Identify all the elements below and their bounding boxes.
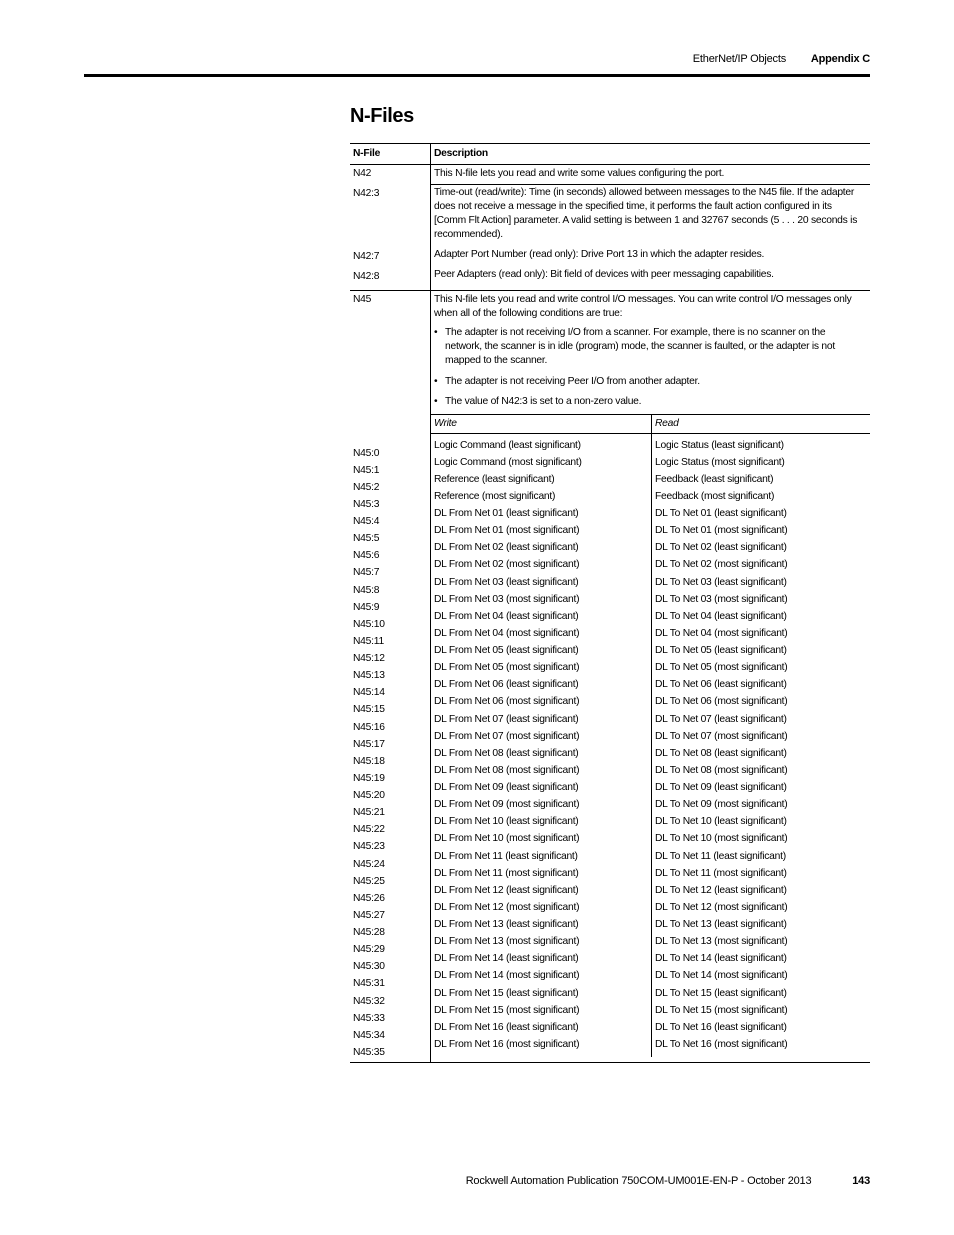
n42-group bbox=[350, 165, 870, 291]
table-row bbox=[431, 848, 870, 865]
register-id: N45:0 bbox=[353, 447, 380, 459]
read-cell: DL To Net 15 (least significant) bbox=[651, 985, 870, 1002]
write-column-header: Write bbox=[434, 418, 457, 429]
n45-nfile-column bbox=[350, 291, 430, 1062]
read-cell: DL To Net 09 (least significant) bbox=[651, 780, 870, 797]
description-cell: Adapter Port Number (read only): Drive Port 13 in which the adapter resides. bbox=[434, 249, 765, 260]
register-id: N45:1 bbox=[353, 464, 380, 476]
n45-group bbox=[350, 291, 870, 1063]
register-id: N45:22 bbox=[353, 824, 385, 836]
register-id: N45:26 bbox=[353, 892, 385, 904]
table-row bbox=[431, 471, 870, 488]
table-header-row bbox=[350, 143, 870, 165]
table-row bbox=[431, 1002, 870, 1019]
description-cell: This N-file lets you read and write some values configuring the port. bbox=[431, 165, 870, 185]
register-id: N45:4 bbox=[353, 516, 380, 528]
table-row bbox=[431, 899, 870, 916]
page-footer bbox=[466, 1175, 870, 1187]
read-cell: Logic Status (least significant) bbox=[651, 437, 870, 454]
table-row bbox=[431, 865, 870, 882]
table-row bbox=[431, 677, 870, 694]
write-cell: Reference (least significant) bbox=[434, 473, 555, 485]
register-id: N45:25 bbox=[353, 875, 385, 887]
table-row bbox=[431, 780, 870, 797]
read-cell: DL To Net 02 (most significant) bbox=[651, 557, 870, 574]
write-cell: Reference (most significant) bbox=[434, 490, 556, 502]
register-id: N45:16 bbox=[353, 721, 385, 733]
table-row bbox=[431, 437, 870, 454]
register-id: N45:30 bbox=[353, 961, 385, 973]
n45-description-column bbox=[430, 291, 870, 1062]
column-header-description: Description bbox=[430, 144, 870, 164]
read-cell: DL To Net 12 (most significant) bbox=[651, 899, 870, 916]
read-cell: DL To Net 04 (most significant) bbox=[651, 625, 870, 642]
write-cell: DL From Net 04 (least significant) bbox=[434, 610, 579, 622]
write-cell: DL From Net 08 (least significant) bbox=[434, 747, 579, 759]
table-row bbox=[431, 934, 870, 951]
read-cell: DL To Net 05 (least significant) bbox=[651, 643, 870, 660]
table-row bbox=[431, 643, 870, 660]
register-id: N45:28 bbox=[353, 927, 385, 939]
nfile-cell: N45 bbox=[353, 294, 372, 305]
read-cell: DL To Net 13 (least significant) bbox=[651, 917, 870, 934]
description-cell: Time-out (read/write): Time (in seconds) allowed between messages to the N45 file. If the adapter does not receive a message in the specified time, it performs the fault action configured in its [Comm Flt Action] parameter. A valid setting is between 1 and 32767 seconds (5 . . . 20 seconds is recommended). bbox=[434, 187, 858, 240]
nfile-cell: N42 bbox=[353, 168, 372, 179]
register-id: N45:24 bbox=[353, 858, 385, 870]
write-cell: DL From Net 16 (most significant) bbox=[434, 1038, 580, 1050]
table-row bbox=[431, 574, 870, 591]
n42-description-column bbox=[430, 165, 870, 290]
register-id: N45:8 bbox=[353, 584, 380, 596]
read-cell: DL To Net 03 (most significant) bbox=[651, 591, 870, 608]
read-cell: DL To Net 07 (most significant) bbox=[651, 728, 870, 745]
bullet-icon: • bbox=[434, 327, 438, 338]
table-row bbox=[431, 557, 870, 574]
write-cell: Logic Command (least significant) bbox=[434, 439, 581, 451]
register-id: N45:11 bbox=[353, 635, 384, 647]
write-cell: DL From Net 03 (most significant) bbox=[434, 593, 580, 605]
write-cell: DL From Net 14 (least significant) bbox=[434, 953, 579, 965]
read-cell: DL To Net 14 (most significant) bbox=[651, 968, 870, 985]
read-cell: DL To Net 16 (least significant) bbox=[651, 1019, 870, 1036]
read-cell: DL To Net 02 (least significant) bbox=[651, 540, 870, 557]
write-cell: DL From Net 05 (most significant) bbox=[434, 662, 580, 674]
read-cell: DL To Net 01 (least significant) bbox=[651, 506, 870, 523]
table-row bbox=[431, 831, 870, 848]
read-cell: DL To Net 06 (most significant) bbox=[651, 694, 870, 711]
table-row bbox=[431, 882, 870, 899]
bullet-item bbox=[431, 394, 870, 414]
write-cell: DL From Net 06 (least significant) bbox=[434, 679, 579, 691]
write-cell: DL From Net 13 (most significant) bbox=[434, 936, 580, 948]
write-cell: DL From Net 14 (most significant) bbox=[434, 970, 580, 982]
table-row bbox=[431, 968, 870, 985]
register-id: N45:18 bbox=[353, 755, 385, 767]
write-cell: DL From Net 01 (most significant) bbox=[434, 525, 580, 537]
read-cell: Logic Status (most significant) bbox=[651, 454, 870, 471]
register-id: N45:7 bbox=[353, 567, 380, 579]
write-cell: DL From Net 15 (most significant) bbox=[434, 1004, 580, 1016]
header-appendix-label: Appendix C bbox=[810, 53, 870, 65]
bullet-icon: • bbox=[434, 376, 438, 387]
write-cell: DL From Net 09 (most significant) bbox=[434, 799, 580, 811]
nfiles-table bbox=[350, 143, 870, 1063]
read-cell: DL To Net 16 (most significant) bbox=[651, 1036, 870, 1053]
running-header bbox=[693, 53, 870, 65]
register-id: N45:27 bbox=[353, 909, 385, 921]
write-cell: DL From Net 07 (least significant) bbox=[434, 713, 579, 725]
description-cell: Peer Adapters (read only): Bit field of devices with peer messaging capabilities. bbox=[434, 269, 774, 280]
read-cell: DL To Net 15 (most significant) bbox=[651, 1002, 870, 1019]
table-row bbox=[431, 488, 870, 505]
nfile-cell: N42:7 bbox=[353, 251, 380, 262]
read-cell: Feedback (most significant) bbox=[651, 488, 870, 505]
read-cell: DL To Net 08 (most significant) bbox=[651, 762, 870, 779]
register-id: N45:21 bbox=[353, 807, 385, 819]
register-id: N45:29 bbox=[353, 944, 385, 956]
register-id: N45:20 bbox=[353, 790, 385, 802]
page-number: 143 bbox=[852, 1175, 870, 1187]
write-cell: DL From Net 01 (least significant) bbox=[434, 508, 579, 520]
bullet-text: The adapter is not receiving Peer I/O from another adapter. bbox=[445, 376, 700, 387]
register-id: N45:12 bbox=[353, 653, 385, 665]
table-row bbox=[431, 1036, 870, 1053]
table-row bbox=[431, 1019, 870, 1036]
column-header-nfile: N-File bbox=[353, 148, 381, 159]
register-id: N45:2 bbox=[353, 481, 380, 493]
read-cell: DL To Net 12 (least significant) bbox=[651, 882, 870, 899]
write-cell: DL From Net 16 (least significant) bbox=[434, 1021, 579, 1033]
read-cell: DL To Net 11 (least significant) bbox=[651, 848, 870, 865]
write-cell: DL From Net 05 (least significant) bbox=[434, 645, 579, 657]
write-cell: DL From Net 04 (most significant) bbox=[434, 627, 580, 639]
read-cell: DL To Net 14 (least significant) bbox=[651, 951, 870, 968]
register-id: N45:23 bbox=[353, 841, 385, 853]
table-row bbox=[431, 608, 870, 625]
table-row bbox=[431, 540, 870, 557]
write-cell: DL From Net 08 (most significant) bbox=[434, 764, 580, 776]
write-cell: DL From Net 02 (least significant) bbox=[434, 542, 579, 554]
table-row bbox=[431, 591, 870, 608]
read-cell: DL To Net 07 (least significant) bbox=[651, 711, 870, 728]
table-row bbox=[431, 985, 870, 1002]
write-cell: DL From Net 03 (least significant) bbox=[434, 576, 579, 588]
register-id: N45:3 bbox=[353, 498, 380, 510]
write-cell: DL From Net 11 (most significant) bbox=[434, 867, 579, 879]
write-cell: DL From Net 12 (most significant) bbox=[434, 901, 580, 913]
bullet-item bbox=[431, 374, 870, 394]
register-id: N45:32 bbox=[353, 995, 385, 1007]
read-cell: DL To Net 03 (least significant) bbox=[651, 574, 870, 591]
read-cell: DL To Net 11 (most significant) bbox=[651, 865, 870, 882]
read-column-header: Read bbox=[651, 415, 870, 433]
write-cell: DL From Net 11 (least significant) bbox=[434, 850, 578, 862]
register-rows bbox=[431, 437, 870, 1054]
bullet-item bbox=[431, 325, 870, 374]
table-row bbox=[431, 745, 870, 762]
nfile-cell: N42:8 bbox=[353, 271, 380, 282]
write-cell: DL From Net 10 (most significant) bbox=[434, 833, 580, 845]
header-section-title: EtherNet/IP Objects bbox=[692, 53, 787, 65]
write-cell: DL From Net 13 (least significant) bbox=[434, 919, 579, 931]
read-cell: DL To Net 10 (most significant) bbox=[651, 831, 870, 848]
nfile-cell: N42:3 bbox=[353, 188, 380, 199]
table-row bbox=[431, 694, 870, 711]
register-id: N45:14 bbox=[353, 687, 385, 699]
table-row bbox=[431, 951, 870, 968]
n42-nfile-column bbox=[350, 165, 430, 290]
page-title: N-Files bbox=[350, 105, 414, 127]
register-id: N45:35 bbox=[353, 1046, 385, 1058]
write-cell: DL From Net 07 (most significant) bbox=[434, 730, 580, 742]
publication-info: Rockwell Automation Publication 750COM-UM001E-EN-P - October 2013 bbox=[465, 1175, 812, 1187]
table-row bbox=[431, 762, 870, 779]
table-row bbox=[431, 711, 870, 728]
register-id: N45:9 bbox=[353, 601, 380, 613]
write-cell: Logic Command (most significant) bbox=[434, 456, 582, 468]
read-cell: DL To Net 05 (most significant) bbox=[651, 660, 870, 677]
write-cell: DL From Net 02 (most significant) bbox=[434, 559, 580, 571]
write-cell: DL From Net 15 (least significant) bbox=[434, 987, 579, 999]
register-id: N45:10 bbox=[353, 618, 385, 630]
table-row bbox=[431, 917, 870, 934]
read-cell: DL To Net 09 (most significant) bbox=[651, 797, 870, 814]
read-cell: Feedback (least significant) bbox=[651, 471, 870, 488]
write-read-header bbox=[431, 414, 870, 434]
n45-intro: This N-file lets you read and write control I/O messages. You can write control I/O messages only when all of the following conditions are true: bbox=[434, 294, 852, 319]
header-divider bbox=[84, 74, 870, 77]
read-cell: DL To Net 04 (least significant) bbox=[651, 608, 870, 625]
table-row bbox=[431, 728, 870, 745]
table-row bbox=[431, 814, 870, 831]
write-cell: DL From Net 12 (least significant) bbox=[434, 884, 579, 896]
register-id: N45:6 bbox=[353, 550, 380, 562]
read-cell: DL To Net 01 (most significant) bbox=[651, 523, 870, 540]
write-cell: DL From Net 06 (most significant) bbox=[434, 696, 580, 708]
register-names bbox=[353, 445, 430, 1062]
read-cell: DL To Net 06 (least significant) bbox=[651, 677, 870, 694]
read-cell: DL To Net 13 (most significant) bbox=[651, 934, 870, 951]
table-row bbox=[431, 506, 870, 523]
register-id: N45:17 bbox=[353, 738, 385, 750]
register-id: N45:31 bbox=[353, 978, 385, 990]
register-id: N45:13 bbox=[353, 670, 385, 682]
write-cell: DL From Net 09 (least significant) bbox=[434, 782, 579, 794]
register-id: N45:34 bbox=[353, 1029, 385, 1041]
read-cell: DL To Net 10 (least significant) bbox=[651, 814, 870, 831]
table-row bbox=[431, 797, 870, 814]
bullet-text: The value of N42:3 is set to a non-zero value. bbox=[445, 396, 642, 407]
register-id: N45:5 bbox=[353, 533, 380, 545]
table-row bbox=[431, 625, 870, 642]
register-id: N45:33 bbox=[353, 1012, 385, 1024]
table-row bbox=[431, 523, 870, 540]
table-row bbox=[431, 660, 870, 677]
register-id: N45:15 bbox=[353, 704, 385, 716]
bullet-icon: • bbox=[434, 396, 438, 407]
bullet-text: The adapter is not receiving I/O from a scanner. For example, there is no scanner on the network, the scanner is in idle (program) mode, the scanner is faulted, or the adapter is not mapped to the scanner. bbox=[445, 327, 835, 366]
register-id: N45:19 bbox=[353, 772, 385, 784]
read-cell: DL To Net 08 (least significant) bbox=[651, 745, 870, 762]
write-cell: DL From Net 10 (least significant) bbox=[434, 816, 579, 828]
table-row bbox=[431, 454, 870, 471]
